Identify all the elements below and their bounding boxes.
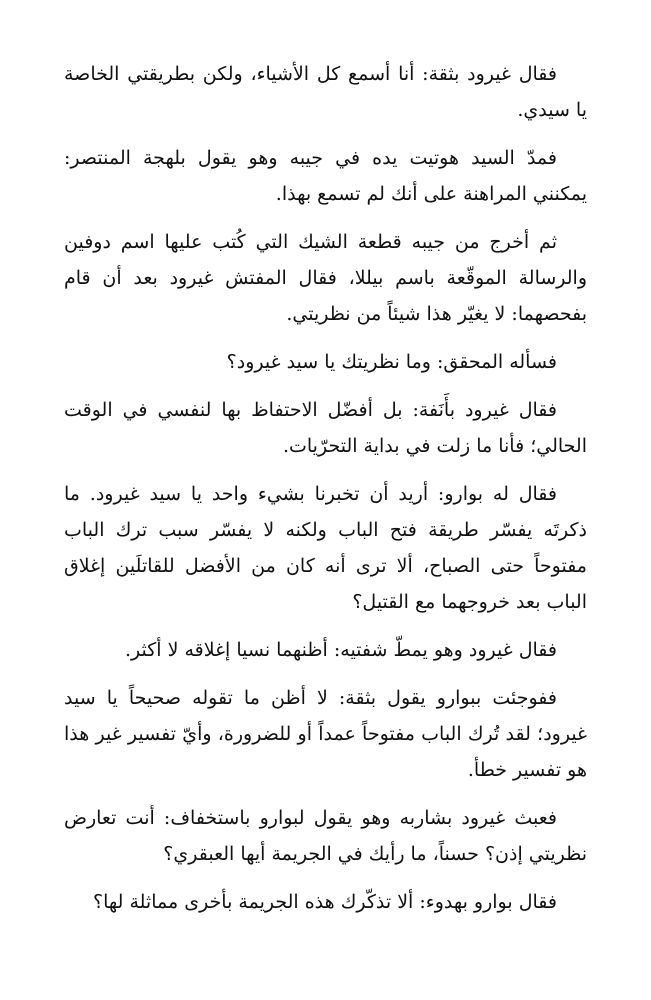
paragraph-8: ففوجئت ببوارو يقول بثقة: لا أظن ما تقوله صحيحاً يا سيد غيرود؛ لقد تُرك الباب مفتوحاً عمداً أو للضرورة، وأيّ تفسير غير هذا هو تفسير خطأ. <box>64 687 587 781</box>
paragraph-9: فعبث غيرود بشاربه وهو يقول لبوارو باستخفاف: أنت تعارض نظريتي إذن؟ حسناً، ما رأيك في الجريمة أيها العبقري؟ <box>64 807 587 865</box>
paragraph-2: فمدّ السيد هوتيت يده في جيبه وهو يقول بلهجة المنتصر: يمكنني المراهنة على أنك لم تسمع بهذا. <box>64 147 587 205</box>
paragraph-4: فسأله المحقق: وما نظريتك يا سيد غيرود؟ <box>226 351 557 373</box>
paragraph-7: فقال غيرود وهو يمطّ شفتيه: أظنهما نسيا إغلاقه لا أكثر. <box>125 639 557 661</box>
paragraph-3: ثم أخرج من جيبه قطعة الشيك التي كُتب عليها اسم دوفين والرسالة الموقّعة باسم بيللا، فقال المفتش غيرود بعد أن قام بفحصهما: لا يغيّر هذا شيئاً من نظريتي. <box>64 231 587 325</box>
paragraph-1: فقال غيرود بثقة: أنا أسمع كل الأشياء، ولكن بطريقتي الخاصة يا سيدي. <box>64 63 587 121</box>
paragraph-6: فقال له بوارو: أريد أن تخبرنا بشيء واحد يا سيد غيرود. ما ذكرتَه يفسّر طريقة فتح الباب ولكنه لا يفسّر سبب ترك الباب مفتوحاً حتى الصباح، ألا ترى أنه كان من الأفضل للقاتلَين إغلاق الباب بعد خروجهما مع القتيل؟ <box>64 483 587 613</box>
paragraph-10: فقال بوارو بهدوء: ألا تذكّرك هذه الجريمة بأخرى مماثلة لها؟ <box>92 891 557 913</box>
paragraph-5: فقال غيرود بأَنَفة: بل أفضّل الاحتفاظ بها لنفسي في الوقت الحالي؛ فأنا ما زلت في بداية التحرّيات. <box>64 399 587 457</box>
